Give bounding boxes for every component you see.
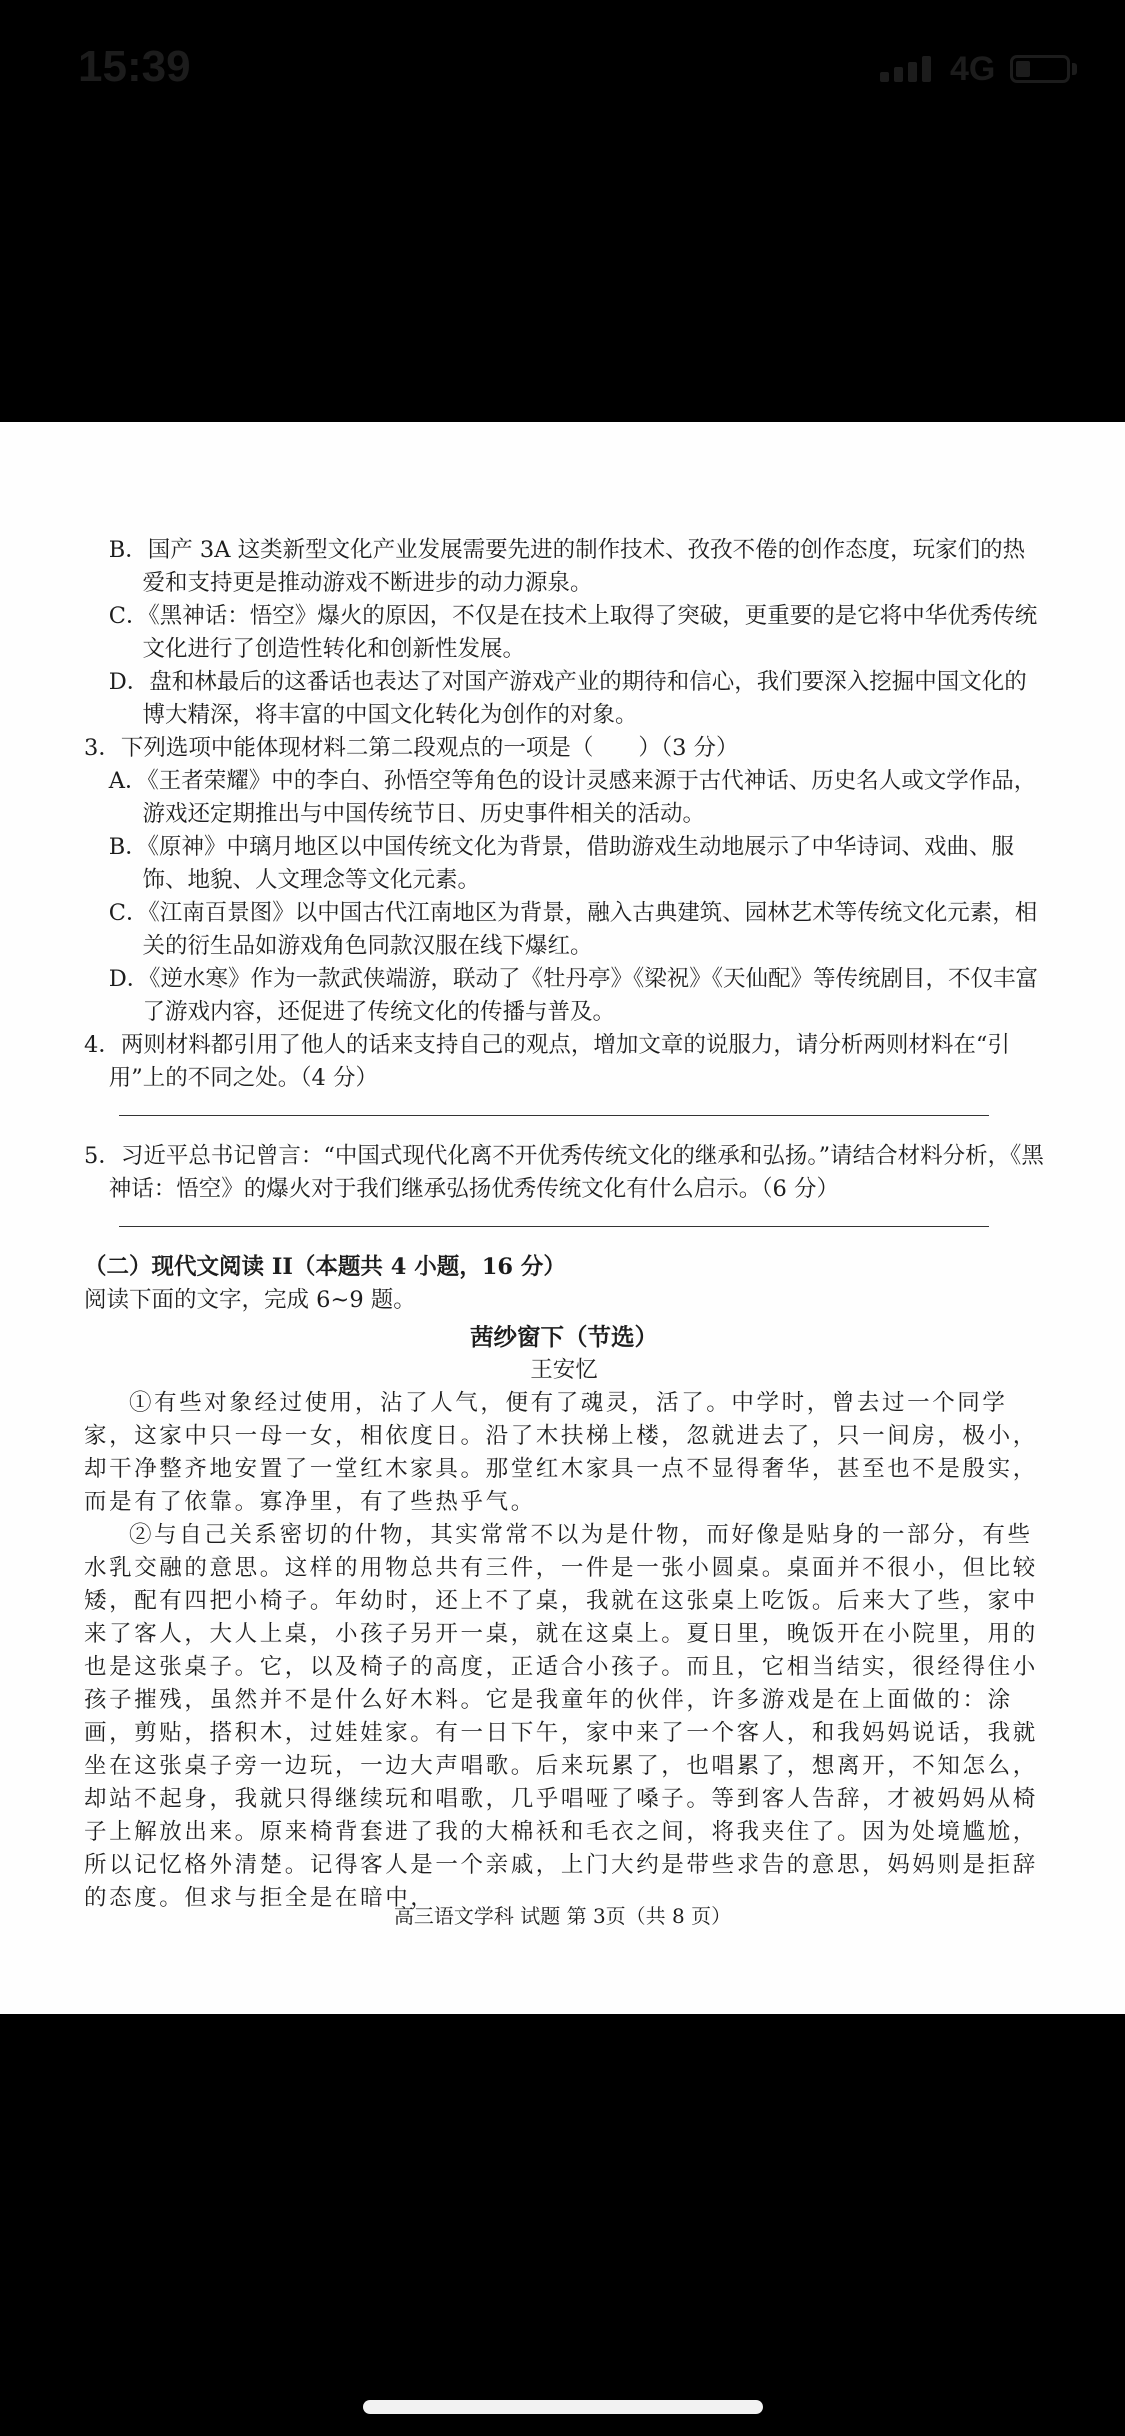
home-indicator[interactable] [363,2400,763,2414]
answer-line [119,1212,989,1227]
article-paragraph: ②与自己关系密切的什物，其实常常不以为是什物，而好像是贴身的一部分，有些水乳交融的意思。这样的用物总共有三件，一件是一张小圆桌。桌面并不很小，但比较矮，配有四把小椅子。年幼时，还上不了桌，我就在这张桌上吃饭。后来大了些，家中来了客人，大人上桌，小孩子另开一桌，就在这桌上。夏日里，晚饭开在小院里，用的也是这张桌子。它，以及椅子的高度，正适合小孩子。而且，它相当结实，很经得住小孩子摧残，虽然并不是什么好木料。它是我童年的伙伴，许多游戏是在上面做的：涂画，剪贴，搭积木，过娃娃家。有一日下午，家中来了一个客人，和我妈妈说话，我就坐在这张桌子旁一边玩，一边大声唱歌。后来玩累了，也唱累了，想离开，不知怎么，却站不起身，我就只得继续玩和唱歌，几乎唱哑了嗓子。等到客人告辞，才被妈妈从椅子上解放出来。原来椅背套进了我的大棉袄和毛衣之间，将我夹住了。因为处境尴尬，所以记忆格外清楚。记得客人是一个亲戚，上门大约是带些求告的意思，妈妈则是拒辞的态度。但求与拒全是在暗中， [84,1522,1038,1911]
section-heading: （二）现代文阅读 II（本题共 4 小题，16 分） [84,1254,566,1280]
article-author: 王安忆 [530,1357,598,1383]
option-text: B．国产 3A 这类新型文化产业发展需要先进的制作技术、孜孜不倦的创作态度，玩家们的热爱和支持更是推动游戏不断进步的动力源泉。 [108,537,1026,596]
battery-icon [1010,55,1070,83]
option-text: D．盘和林最后的这番话也表达了对国产游戏产业的期待和信心，我们要深入挖掘中国文化的博大精深，将丰富的中国文化转化为创作的对象。 [108,669,1027,728]
instruction-text: 阅读下面的文字，完成 6~9 题。 [84,1287,416,1313]
status-time: 15:39 [78,42,191,91]
page-content [84,534,1044,1915]
question-text: 4．两则材料都引用了他人的话来支持自己的观点，增加文章的说服力，请分析两则材料在“引用”上的不同之处。（4 分） [84,1032,1010,1091]
option-text: D．《逆水寒》作为一款武侠端游，联动了《牡丹亭》《梁祝》《天仙配》等传统剧目，不仅丰富了游戏内容，还促进了传统文化的传播与普及。 [108,966,1039,1025]
question-text: 3．下列选项中能体现材料二第二段观点的一项是（ ）（3 分） [84,735,739,761]
page-footer: 高三语文学科 试题 第 3页（共 8 页） [393,1904,732,1928]
article-title: 茜纱窗下（节选） [470,1323,658,1351]
status-bar [0,0,1125,140]
network-type: 4G [950,50,996,88]
exam-page-photo[interactable] [0,422,1125,2014]
answer-line [119,1101,989,1116]
cellular-signal-icon [880,56,931,82]
question-text: 5．习近平总书记曾言：“中国式现代化离不开优秀传统文化的继承和弘扬。”请结合材料分析，《黑神话：悟空》的爆火对于我们继承弘扬优秀传统文化有什么启示。（6 分） [84,1143,1044,1202]
battery-cap [1072,63,1077,75]
option-text: B．《原神》中璃月地区以中国传统文化为背景，借助游戏生动地展示了中华诗词、戏曲、服饰、地貌、人文理念等文化元素。 [108,834,1015,893]
option-text: C．《江南百景图》以中国古代江南地区为背景，融入古典建筑、园林艺术等传统文化元素，相关的衍生品如游戏角色同款汉服在线下爆红。 [108,900,1038,959]
option-text: C．《黑神话：悟空》爆火的原因，不仅是在技术上取得了突破，更重要的是它将中华优秀传统文化进行了创造性转化和创新性发展。 [108,603,1038,662]
option-text: A．《王者荣耀》中的李白、孙悟空等角色的设计灵感来源于古代神话、历史名人或文学作品，游戏还定期推出与中国传统节日、历史事件相关的活动。 [108,768,1037,827]
article-paragraph: ①有些对象经过使用，沾了人气，便有了魂灵，活了。中学时，曾去过一个同学家，这家中只一母一女，相依度日。沿了木扶梯上楼，忽就进去了，只一间房，极小，却干净整齐地安置了一堂红木家具。那堂红木家具一点不显得奢华，甚至也不是殷实，而是有了依靠。寡净里，有了些热乎气。 [84,1390,1038,1515]
